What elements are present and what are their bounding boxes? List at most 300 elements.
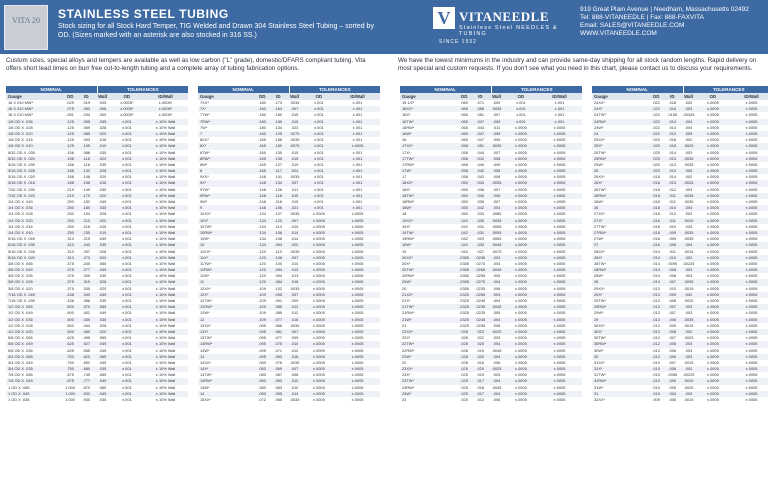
wall-cell: .004 [684, 205, 693, 211]
tol-od-cell: ±.0005 [514, 279, 527, 285]
id-cell: .019 [476, 372, 485, 378]
table-row [592, 397, 768, 403]
id-cell: .179 [82, 192, 91, 198]
tol-od-cell: ±.0005 [312, 335, 325, 341]
tol-wall-cell: ±.001 [352, 106, 363, 112]
tol-od-cell: ±.0005 [514, 211, 527, 217]
tol-wall-cell: ±.0005 [351, 359, 364, 365]
tol-od-cell: ±.0005 [514, 149, 527, 155]
tol-od-cell: ±.0005 [312, 384, 325, 390]
wall-cell: .035 [98, 316, 107, 322]
od-cell: .028 [460, 328, 468, 334]
gauge-cell: 28XX* [594, 248, 606, 254]
id-cell: .106 [274, 236, 283, 242]
od-cell: .058 [460, 174, 468, 180]
gauge-cell: 3/8 OD X .020 [8, 285, 33, 291]
tol-od-cell: ±.0005 [706, 273, 719, 279]
tol-wall-cell: ±.0005 [745, 366, 758, 372]
gauge-cell: 17W* [402, 168, 412, 174]
od-cell: .500 [66, 310, 74, 316]
od-cell: .875 [66, 372, 74, 378]
vitaneedle-logo [433, 7, 563, 48]
id-cell: .180 [82, 205, 91, 211]
tol-wall-cell: ±.0005 [745, 186, 758, 192]
tol-od-cell: ±.0005 [312, 285, 325, 291]
logo-since: SINCE 1932 [439, 39, 477, 45]
wall-cell: .0035 [683, 192, 694, 198]
tol-od-cell: ±.0005 [706, 236, 719, 242]
id-cell: .040 [476, 161, 485, 167]
tol-wall-cell: ±.0005 [745, 341, 758, 347]
gauge-cell: 22XX* [402, 328, 414, 334]
od-cell: .075 [66, 106, 74, 112]
od-cell: .042 [460, 236, 468, 242]
tol-od-cell: ±.0005 [514, 273, 527, 279]
wall-cell: .049 [98, 341, 107, 347]
wall-cell: .003 [492, 254, 501, 260]
id-cell: .013 [476, 397, 485, 402]
gauge-cell: 7 [200, 130, 203, 136]
id-cell: .085 [274, 304, 283, 310]
tol-od-cell: ±.0005 [514, 174, 527, 180]
tol-od-cell: ±.001 [515, 112, 526, 118]
od-cell: .012 [652, 322, 660, 328]
gauge-cell: 16TW* [402, 118, 414, 124]
id-cell: .017 [476, 390, 485, 396]
wall-cell: .049 [98, 199, 107, 204]
id-cell: .243 [82, 242, 91, 248]
tolerances-header: TOLERANCES [289, 86, 381, 93]
gauge-cell: 24RW* [594, 118, 607, 124]
wall-cell: .007 [290, 106, 299, 112]
gauge-cell: 1/8 OD X .028 [8, 124, 33, 130]
wall-cell: .011 [492, 124, 501, 130]
id-cell: .305 [82, 273, 91, 279]
wall-cell: .049 [98, 378, 107, 384]
tol-od-cell: ±.0005 [514, 359, 527, 365]
od-cell: .0355 [459, 285, 469, 291]
id-cell: .0265 [475, 267, 486, 273]
wall-cell: .0025 [683, 180, 694, 186]
tol-wall-cell: ±.0005 [351, 366, 364, 372]
tol-od-cell: ±.0005 [312, 236, 325, 242]
od-cell: .072 [258, 397, 266, 402]
tol-od-cell: ±.0005 [706, 118, 719, 124]
contact-website[interactable]: WWW.VITANEEDLE.COM [580, 30, 657, 37]
od-cell: .022 [652, 130, 660, 136]
wall-cell: .021 [290, 205, 299, 211]
vita-badge-logo: VITA 20 [4, 5, 48, 50]
id-cell: .0155 [667, 112, 678, 118]
od-cell: .083 [258, 359, 266, 365]
contact-phone: Tel: 888-VITANEEDLE | Fax: 888-FAXVITA [580, 14, 704, 21]
wall-cell: .0045 [491, 347, 502, 353]
id-cell: .047 [476, 130, 485, 136]
tol-od-cell: ±.001 [313, 161, 324, 167]
od-cell: .125 [66, 143, 74, 149]
id-cell: .013 [668, 161, 677, 167]
wall-cell: .004 [684, 124, 693, 130]
gauge-cell: 10XX* [200, 211, 212, 217]
gauge-cell: 29RW* [594, 304, 607, 310]
id-cell: .027 [476, 248, 485, 254]
wall-cell: .035 [98, 205, 107, 211]
gauge-cell: 1/8 OD X .010 [8, 143, 33, 149]
contact-email[interactable]: Email: SALES@VITANEEDLE.COM [580, 22, 685, 29]
od-cell: .065 [460, 106, 468, 112]
tol-wall-cell: ±.001 [352, 100, 363, 105]
gauge-cell: 7/32 OD X .035 [8, 186, 35, 192]
tol-wall-cell: ±.10% Wall [155, 174, 176, 180]
gauge-cell: 7TW* [200, 112, 210, 118]
id-cell: .0235 [475, 304, 486, 310]
gauge-cell: 16 X 012 MW* [8, 106, 34, 112]
id-cell: .273 [82, 254, 91, 260]
tol-wall-cell: ±.0005 [745, 248, 758, 254]
wall-cell: .0025 [683, 143, 694, 149]
id-cell: .007 [668, 335, 677, 341]
gauge-cell: 9XX* [200, 174, 209, 180]
tol-wall-cell: ±.0005* [158, 112, 173, 118]
tol-wall-cell: ±.10% Wall [155, 335, 176, 341]
table-column-headers [592, 93, 768, 100]
gauge-cell: 1/4 OD X .010 [8, 229, 33, 235]
tol-od-cell: ±.001 [121, 168, 132, 174]
tol-od-cell: ±.001 [313, 130, 324, 136]
wall-cell: .004 [492, 260, 501, 266]
od-cell: .083 [258, 366, 266, 372]
wall-cell: .007 [290, 366, 299, 372]
tol-wall-cell: ±.10% Wall [155, 248, 176, 254]
wall-cell: .004 [492, 316, 501, 322]
tol-wall-cell: ±.0005 [745, 205, 758, 211]
tol-od-cell: ±.001 [121, 192, 132, 198]
column-header-id: ID [84, 94, 89, 99]
id-cell: .402 [82, 310, 91, 316]
wall-cell: .020 [290, 242, 299, 248]
id-cell: .106 [274, 229, 283, 235]
od-cell: .134 [258, 223, 266, 229]
gauge-cell: 12W* [200, 310, 210, 316]
gauge-cell: 3/16 OD X .020 [8, 174, 35, 180]
tol-od-cell: ±.001 [121, 359, 132, 365]
gauge-cell: 17 [402, 174, 407, 180]
tol-wall-cell: ±.0005 [351, 285, 364, 291]
od-cell: .375 [66, 273, 74, 279]
tol-od-cell: ±.001 [121, 390, 132, 396]
od-cell: 1.000 [65, 397, 75, 402]
tol-wall-cell: ±.0005 [745, 242, 758, 248]
tol-wall-cell: ±.001 [352, 112, 363, 118]
tol-wall-cell: ±.0005 [351, 353, 364, 359]
wall-cell: .0035 [683, 229, 694, 235]
wall-cell: .006 [492, 285, 501, 291]
wall-cell: .0035 [289, 137, 300, 143]
tol-wall-cell: ±.0005 [351, 310, 364, 316]
gauge-cell: 3/8 OD X .065 [8, 260, 33, 266]
tol-wall-cell: ±.0005 [745, 267, 758, 273]
tol-od-cell: ±.001 [121, 335, 132, 341]
wall-cell: .0035 [289, 397, 300, 402]
id-cell: .009 [668, 291, 677, 297]
tol-od-cell: ±.001 [121, 372, 132, 378]
tol-wall-cell: ±.0005 [351, 328, 364, 334]
od-cell: .120 [258, 260, 266, 266]
tol-wall-cell: ±.10% Wall [155, 273, 176, 279]
wall-cell: .0045 [491, 304, 502, 310]
wall-cell: .003 [684, 186, 693, 192]
tol-wall-cell: ±.10% Wall [155, 242, 176, 248]
tubing-tables [6, 86, 764, 493]
id-cell: .012 [668, 211, 677, 217]
id-cell: .340 [82, 291, 91, 297]
tol-wall-cell: ±.0005 [745, 359, 758, 365]
tol-wall-cell: ±.001 [554, 106, 565, 112]
tol-wall-cell: ±.0005 [351, 335, 364, 341]
od-cell: .025 [460, 378, 468, 384]
od-cell: .134 [258, 229, 266, 235]
gauge-cell: 26XX* [594, 174, 606, 180]
wall-cell: .014 [290, 229, 299, 235]
gauge-cell: 22 [402, 359, 407, 365]
column-header-tol-od: OD [709, 94, 717, 99]
id-cell: .194 [82, 211, 91, 217]
header-banner [0, 0, 768, 54]
id-cell: .006 [668, 341, 677, 347]
tol-od-cell: ±.0005 [514, 205, 527, 211]
gauge-cell: 29 [594, 316, 599, 322]
id-cell: .0235 [475, 285, 486, 291]
tol-wall-cell: ±.0005 [351, 378, 364, 384]
id-cell: .006 [668, 366, 677, 372]
tol-od-cell: ±.0005 [514, 291, 527, 297]
od-cell: .058 [460, 143, 468, 149]
gauge-cell: 31W* [594, 384, 604, 390]
od-cell: .500 [66, 316, 74, 322]
gauge-cell: 11TW* [200, 260, 212, 266]
tol-od-cell: ±.0005 [312, 316, 325, 322]
od-cell: .022 [652, 124, 660, 130]
id-cell: .085 [274, 310, 283, 316]
tol-od-cell: ±.0005 [514, 168, 527, 174]
gauge-cell: 11RW* [200, 267, 212, 273]
gauge-cell: 20RW* [402, 273, 415, 279]
wall-cell: .0035 [289, 100, 300, 105]
id-cell: .009 [668, 229, 677, 235]
od-cell: .014 [652, 248, 660, 254]
tol-od-cell: ±.001 [121, 199, 132, 204]
tol-od-cell: ±.001 [121, 143, 132, 149]
wall-cell: .003 [684, 353, 693, 359]
tol-wall-cell: ±.0005 [553, 273, 566, 279]
tubing-table [6, 86, 188, 403]
od-cell: .020 [652, 137, 660, 143]
tol-wall-cell: ±.0005 [553, 254, 566, 260]
wall-cell: .065 [98, 384, 107, 390]
tol-wall-cell: ±.0005 [553, 372, 566, 378]
id-cell: .008 [668, 273, 677, 279]
od-cell: .0325 [459, 322, 469, 328]
tol-od-cell: ±.0005 [706, 211, 719, 217]
id-cell: .055 [274, 390, 283, 396]
id-cell: .081 [274, 328, 283, 334]
tol-od-cell: ±.0005 [706, 285, 719, 291]
gauge-cell: 8XX* [200, 137, 209, 143]
tol-od-cell: ±.001 [313, 192, 324, 198]
wall-cell: .0035 [289, 285, 300, 291]
gauge-cell: 12X* [200, 291, 209, 297]
wall-cell: .020 [98, 217, 107, 223]
gauge-cell: 12TW* [200, 298, 212, 303]
wall-cell: .004 [492, 279, 501, 285]
tol-od-cell: ±.0005 [514, 353, 527, 359]
od-cell: .0325 [459, 298, 469, 303]
id-cell: .071 [476, 100, 485, 105]
tol-wall-cell: ±.0005 [745, 161, 758, 167]
tol-wall-cell: ±.0005 [553, 174, 566, 180]
wall-cell: .0035 [683, 199, 694, 204]
od-cell: .156 [66, 155, 74, 161]
id-cell: .135 [274, 155, 283, 161]
od-cell: .0325 [459, 310, 469, 316]
gauge-cell: 1/2 OD X .020 [8, 328, 33, 334]
wall-cell: .007 [492, 112, 501, 118]
gauge-cell: 3/8 OD X .028 [8, 279, 33, 285]
tol-wall-cell: ±.0005 [745, 155, 758, 161]
id-cell: .008 [668, 242, 677, 248]
tol-od-cell: ±.0005 [312, 248, 325, 254]
gauge-cell: 18 [402, 211, 407, 217]
gauge-cell: 20XX* [402, 254, 414, 260]
gauge-cell: 21TW* [402, 304, 414, 310]
id-cell: .063 [274, 384, 283, 390]
tol-wall-cell: ±.0005 [351, 279, 364, 285]
gauge-cell: 1 OD X .049 [8, 390, 30, 396]
id-cell: .008 [668, 328, 677, 334]
wall-cell: .065 [98, 304, 107, 310]
gauge-cell: 1/2 OD X .035 [8, 316, 33, 322]
gauge-cell: 1/4 OD X .016 [8, 223, 33, 229]
id-cell: .065 [274, 397, 283, 402]
wall-cell: .002 [684, 366, 693, 372]
column-header-wall: Wall [684, 94, 693, 99]
table-row [400, 397, 582, 403]
wall-cell: .003 [684, 341, 693, 347]
column-header-id: ID [670, 94, 675, 99]
od-cell: .313 [66, 254, 74, 260]
tol-od-cell: ±.001 [121, 236, 132, 242]
tol-od-cell: ±.001 [313, 174, 324, 180]
id-cell: .005 [668, 384, 677, 390]
nominal-header: NOMINAL [626, 87, 648, 92]
od-cell: .625 [66, 335, 74, 341]
table-body [6, 100, 188, 403]
tol-od-cell: ±.0005 [312, 298, 325, 303]
od-cell: .042 [460, 242, 468, 248]
wall-cell: .023 [290, 124, 299, 130]
tol-wall-cell: ±.0005 [553, 180, 566, 186]
tol-wall-cell: ±.0005 [745, 199, 758, 204]
wall-cell: .015 [290, 155, 299, 161]
tol-od-cell: ±.0005 [706, 378, 719, 384]
gauge-cell: 22X* [402, 335, 411, 341]
gauge-cell: 1/4 OD X .020 [8, 217, 33, 223]
gauge-cell: 14TW* [200, 372, 212, 378]
tol-od-cell: ±.0005 [706, 341, 719, 347]
tol-od-cell: ±.0005 [706, 186, 719, 192]
tol-od-cell: ±.0005 [706, 397, 719, 402]
tol-od-cell: ±.001 [121, 273, 132, 279]
gauge-cell: 8X* [200, 143, 207, 149]
id-cell: .870 [82, 384, 91, 390]
tol-wall-cell: ±.0005 [351, 143, 364, 149]
tol-od-cell: ±.0005 [514, 328, 527, 334]
tol-od-cell: ±.0005* [120, 106, 134, 112]
wall-cell: .020 [98, 130, 107, 136]
id-cell: .134 [274, 180, 283, 186]
tol-od-cell: ±.001 [121, 353, 132, 359]
wall-cell: .0025 [683, 335, 694, 341]
id-cell: .745 [82, 372, 91, 378]
id-cell: .015 [668, 143, 677, 149]
tubing-table [400, 86, 582, 403]
gauge-cell: 29X* [594, 291, 603, 297]
tol-wall-cell: ±.0005 [553, 298, 566, 303]
tol-wall-cell: ±.0005 [745, 347, 758, 353]
od-cell: .095 [258, 347, 266, 353]
tol-wall-cell: ±.10% Wall [155, 366, 176, 372]
od-cell: .014 [652, 273, 660, 279]
wall-cell: .003 [684, 347, 693, 353]
wall-cell: .0015 [683, 322, 694, 328]
od-cell: .148 [258, 205, 266, 211]
wall-cell: .0035 [289, 248, 300, 254]
tol-wall-cell: ±.0005 [745, 100, 758, 105]
tol-wall-cell: ±.10% Wall [155, 397, 176, 402]
tol-od-cell: ±.0005 [514, 390, 527, 396]
tol-od-cell: ±.0005 [514, 223, 527, 229]
id-cell: .007 [668, 304, 677, 310]
tol-wall-cell: ±.10% Wall [155, 316, 176, 322]
od-cell: .028 [460, 347, 468, 353]
id-cell: .368 [82, 298, 91, 303]
id-cell: .033 [476, 242, 485, 248]
column-header-gauge: Gauge [402, 94, 416, 99]
tol-od-cell: ±.001 [121, 260, 132, 266]
id-cell: .086 [82, 149, 91, 155]
tol-wall-cell: ±.0005 [553, 366, 566, 372]
tubing-table [592, 86, 768, 403]
tol-od-cell: ±.0005 [312, 397, 325, 402]
od-cell: .165 [258, 137, 266, 143]
gauge-cell: 3/16 OD X .028 [8, 168, 35, 174]
wall-cell: .005 [492, 310, 501, 316]
gauge-cell: 1/2 OD X .028 [8, 322, 33, 328]
od-cell: .313 [66, 242, 74, 248]
tol-od-cell: ±.0005 [706, 291, 719, 297]
id-cell: .218 [82, 223, 91, 229]
gauge-cell: 26W* [594, 199, 604, 204]
od-cell: .018 [652, 186, 660, 192]
id-cell: .620 [82, 353, 91, 359]
od-cell: .188 [66, 174, 74, 180]
tol-wall-cell: ±.10% Wall [155, 149, 176, 155]
tol-wall-cell: ±.0005 [745, 112, 758, 118]
wall-cell: .065 [98, 353, 107, 359]
id-cell: .014 [668, 118, 677, 124]
wall-cell: .003 [492, 372, 501, 378]
tol-od-cell: ±.001 [121, 161, 132, 167]
